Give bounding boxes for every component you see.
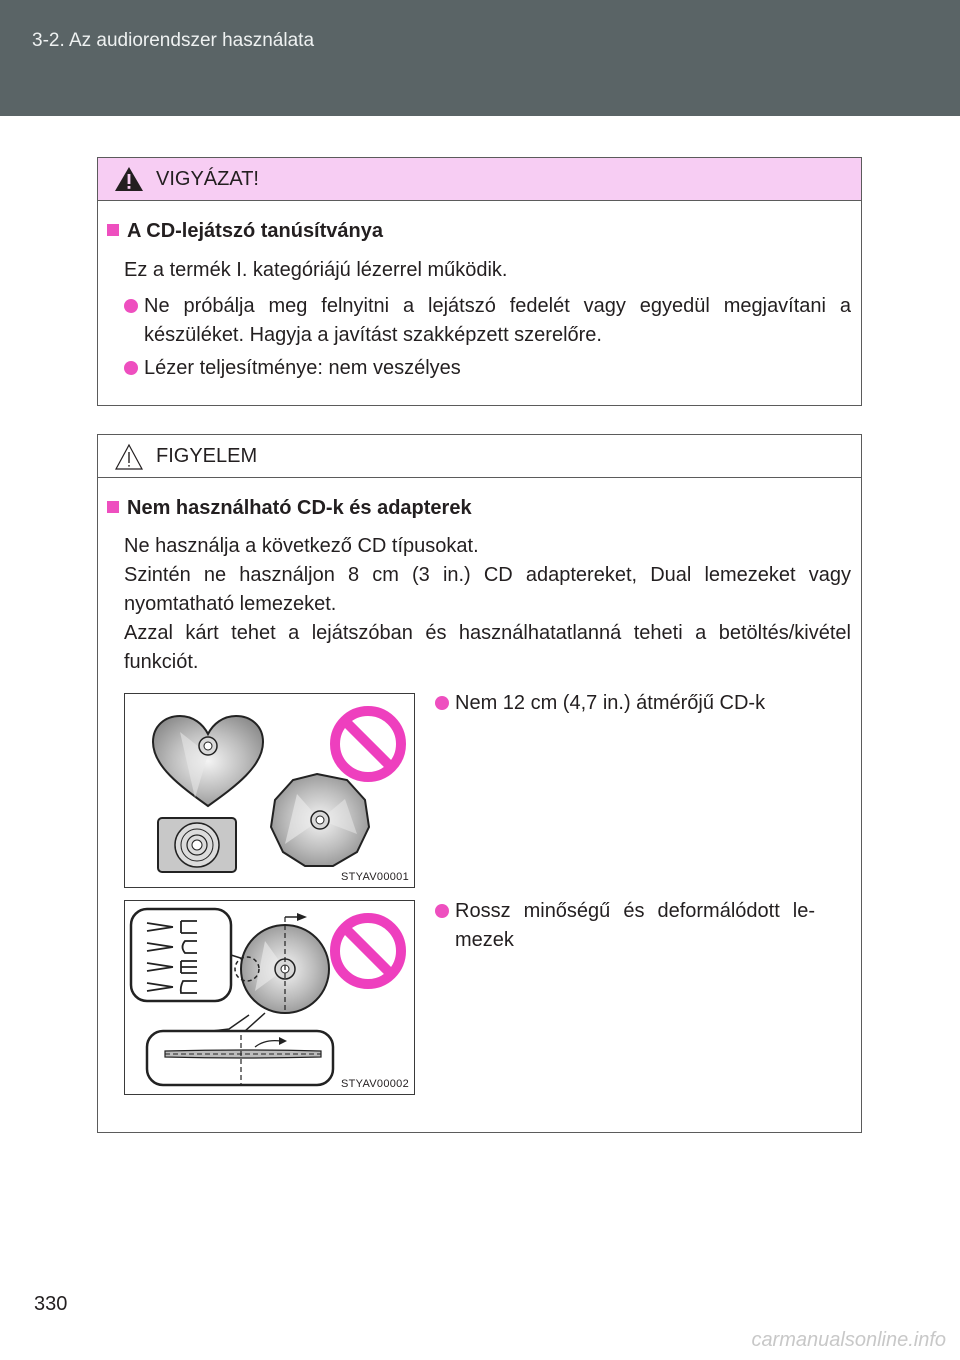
notice-paragraph: Szintén ne használjon 8 cm (3 in.) CD adaptereket, Dual lemezeket vagy nyomtatható lemezeket. (124, 564, 851, 615)
caution-intro: Ez a termék I. kategóriájú lézerrel működik. (124, 259, 508, 281)
caution-box (97, 157, 862, 406)
notice-title: FIGYELEM (156, 445, 258, 467)
odd-shaped-cd-illustration (125, 694, 414, 887)
notice-heading: Nem használható CD-k és adapterek (107, 497, 472, 520)
prohibited-icon (335, 918, 401, 984)
bullet-dot-icon (124, 361, 138, 375)
caution-bullet: Ne próbálja meg felnyitni a lejátszó fedelét vagy egyedül megjavítani a készüléket. Hagyja a javítást szakképzett szerelőre. (124, 292, 851, 350)
figure-code: STYAV00001 (340, 871, 409, 883)
notice-paragraph: Azzal kárt tehet a lejátszóban és használhatatlanná teheti a betöltés/kivétel funkciót. (124, 622, 851, 673)
warning-triangle-icon (114, 166, 144, 192)
notice-box (97, 434, 862, 1133)
figure-code: STYAV00002 (340, 1078, 409, 1090)
deformed-cd-illustration (125, 901, 414, 1094)
bullet-dot-icon (435, 904, 449, 918)
warning-outline-icon (114, 443, 144, 471)
notice-header (98, 435, 861, 478)
caution-heading: A CD-lejátszó tanúsítványa (107, 220, 383, 243)
section-title: 3-2. Az audiorendszer használata (32, 30, 315, 51)
figure-odd-shaped-cds (124, 693, 415, 888)
square-bullet-icon (107, 224, 119, 236)
figure-deformed-cds (124, 900, 415, 1095)
prohibited-icon (335, 711, 401, 777)
notice-bullet: Nem 12 cm (4,7 in.) átmérőjű CD-k (435, 689, 815, 718)
caution-bullet: Lézer teljesítménye: nem veszélyes (124, 354, 851, 383)
notice-bullet: Rossz minőségű és deformálódott le-mezek (435, 897, 815, 955)
page-number: 330 (34, 1293, 68, 1315)
page-header (0, 0, 960, 116)
caution-title: VIGYÁZAT! (156, 168, 259, 190)
caution-header (98, 158, 861, 201)
watermark: carmanualsonline.info (751, 1329, 946, 1351)
square-bullet-icon (107, 501, 119, 513)
bullet-dot-icon (124, 299, 138, 313)
bullet-dot-icon (435, 696, 449, 710)
notice-paragraph: Ne használja a következő CD típusokat. (124, 535, 479, 557)
